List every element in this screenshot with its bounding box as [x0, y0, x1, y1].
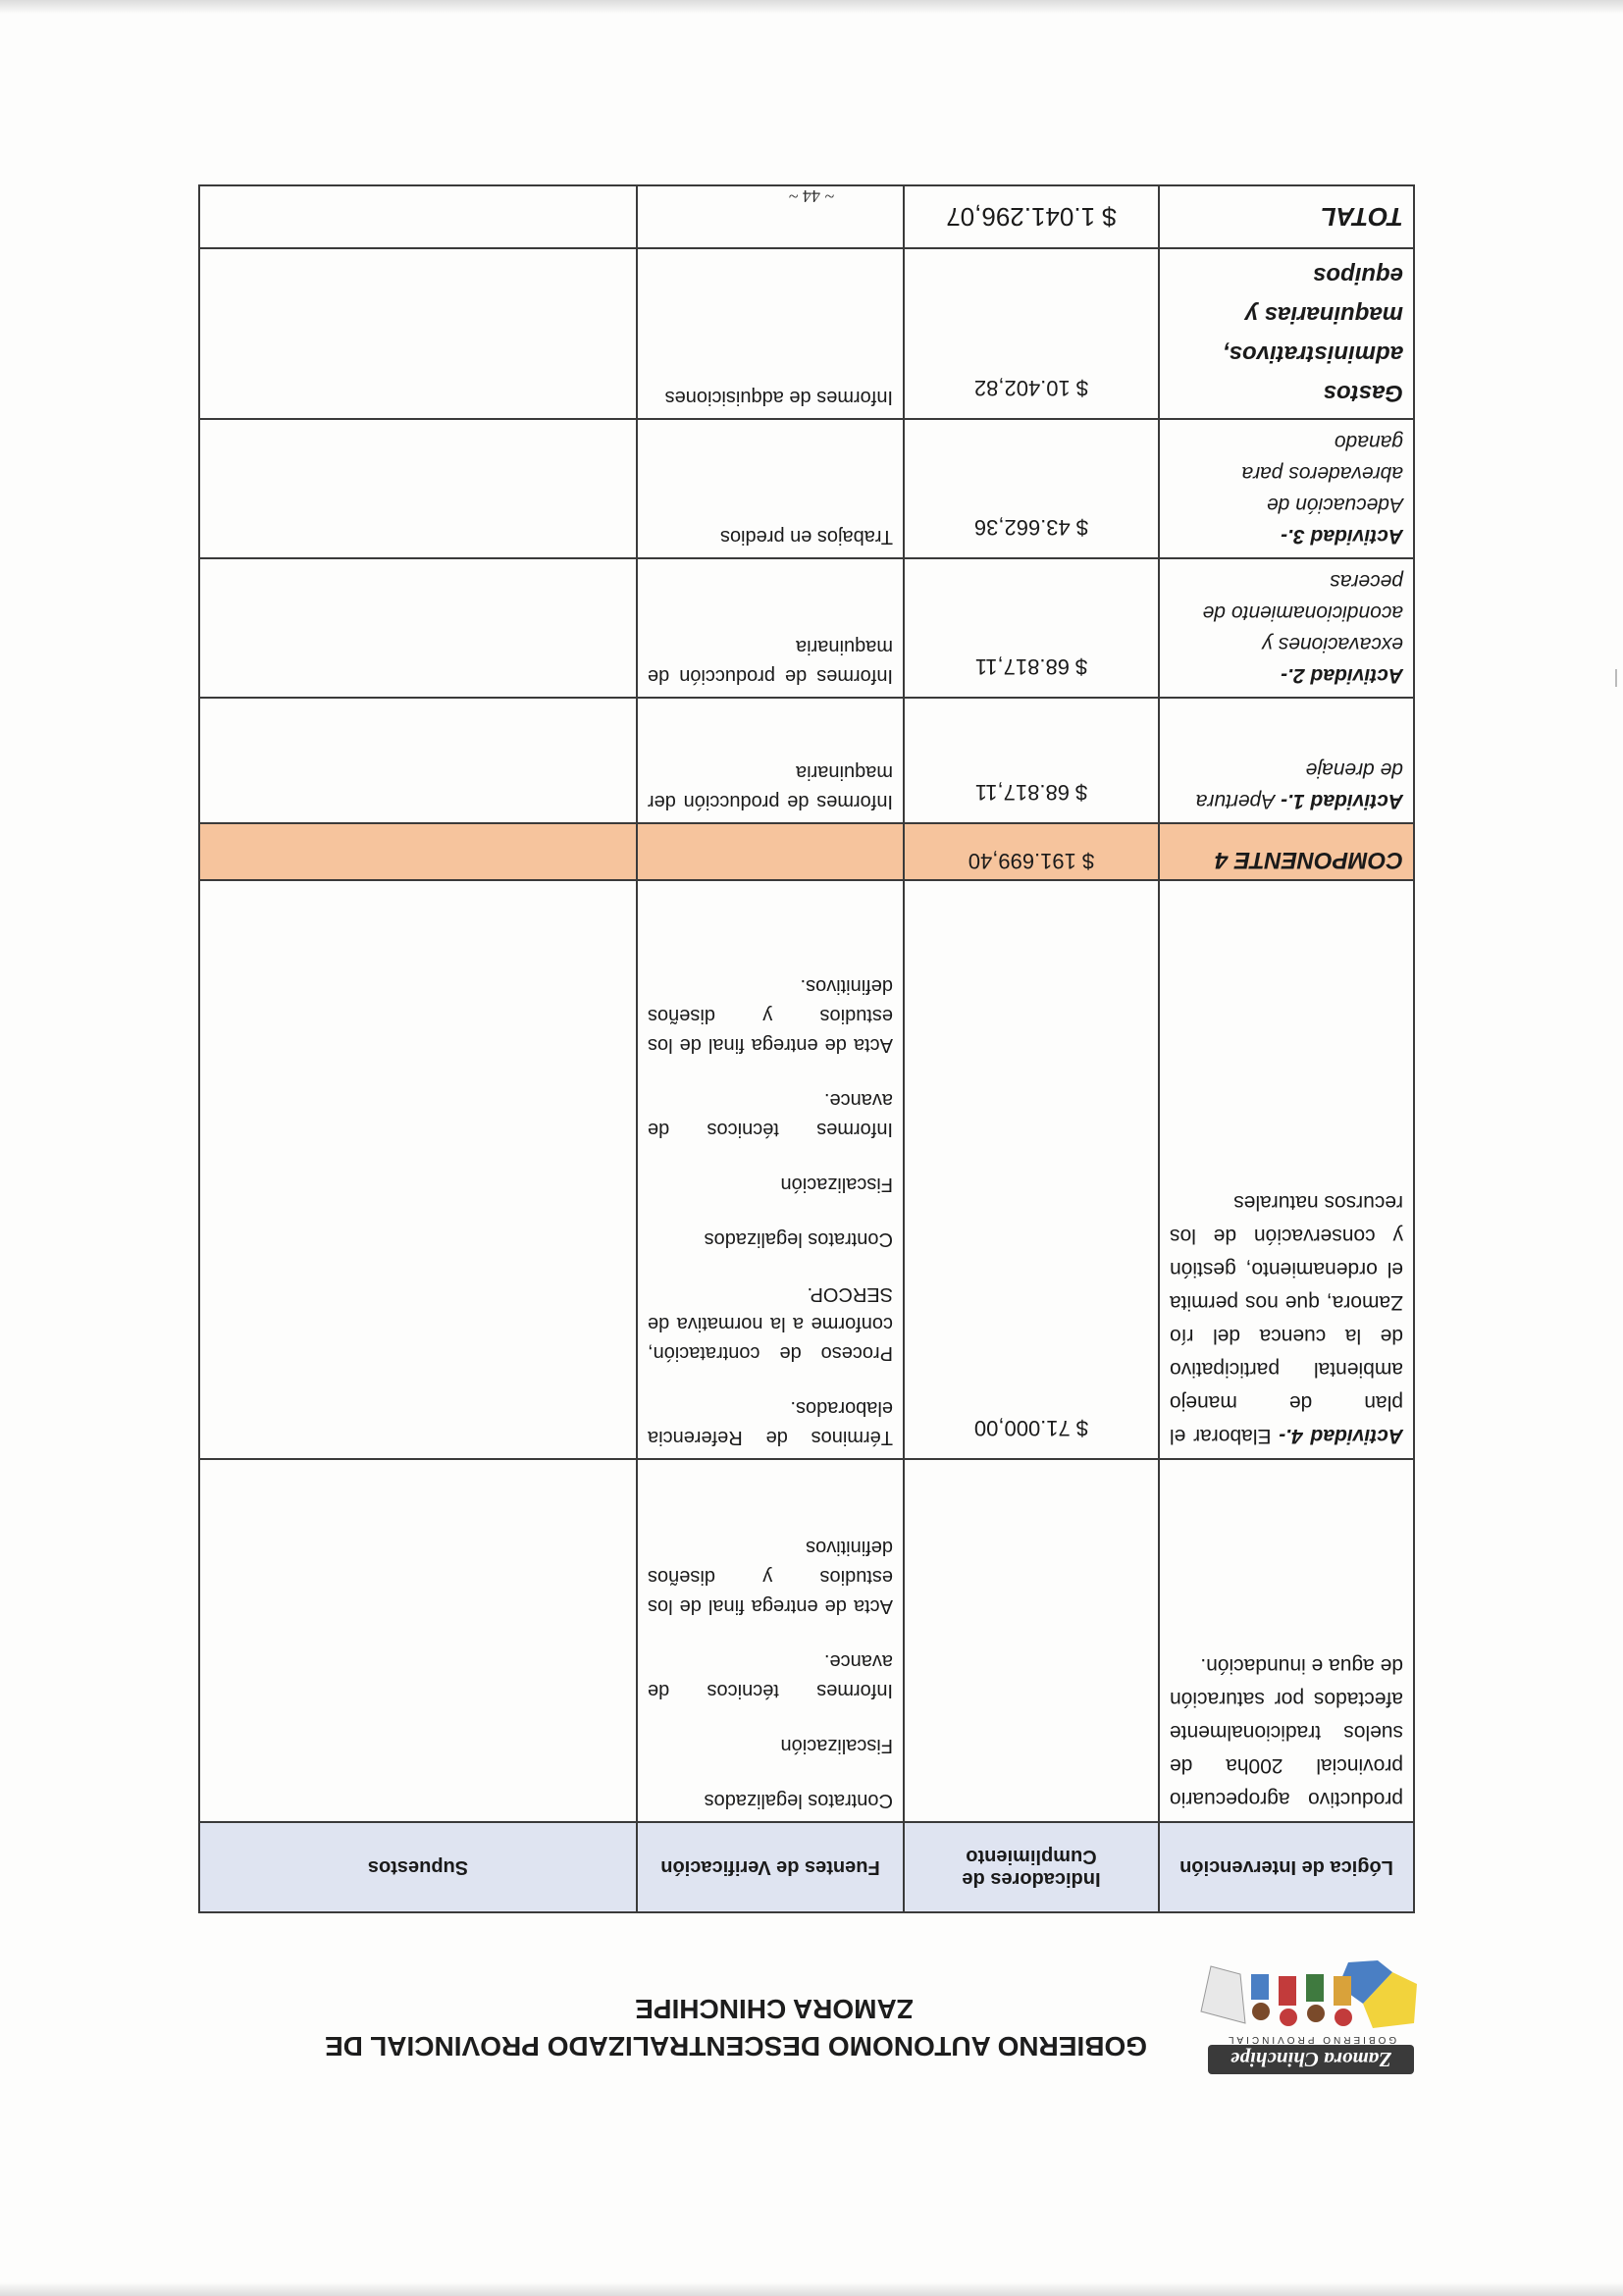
sources-cell — [637, 419, 904, 558]
assumptions-cell — [199, 419, 637, 558]
component-label: COMPONENTE 4 — [1159, 823, 1414, 880]
component-value: $ 191.699,40 — [904, 823, 1159, 880]
source-item: Contratos legalizados — [704, 1790, 893, 1811]
source-item: Fiscalización — [780, 1174, 893, 1195]
activity-label: Actividad 1.- — [1281, 790, 1403, 812]
component-empty-cell — [199, 823, 637, 880]
total-value: $ 1.041.296,07 — [904, 185, 1159, 248]
indicator-cell: $ 68.817,11 — [904, 558, 1159, 698]
scan-edge — [0, 0, 1623, 14]
component-empty-cell — [637, 823, 904, 880]
sources-cell — [637, 248, 904, 419]
sources-cell — [637, 880, 904, 1459]
source-item: Fiscalización — [780, 1735, 893, 1756]
indicator-cell: $ 68.817,11 — [904, 698, 1159, 823]
total-label: TOTAL — [1159, 185, 1414, 248]
logic-text: productivo agropecuario provincial 200ha de suelos tradicionalmente afectados por saturación de agua e inundación. — [1170, 1654, 1403, 1810]
indicator-cell: $ 71.000,00 — [904, 880, 1159, 1459]
activity-cell — [1159, 558, 1414, 698]
assumptions-cell — [199, 880, 637, 1459]
page-number: ~ 44 ~ — [788, 186, 835, 206]
source-item: Informes técnicos de avance. — [648, 1650, 893, 1701]
document-header — [195, 1955, 1432, 2082]
logo-subtitle: GOBIERNO PROVINCIAL — [1225, 2034, 1397, 2045]
table-row — [199, 880, 1414, 1459]
indicator-cell: $ 43.662,36 — [904, 419, 1159, 558]
table-row — [199, 698, 1414, 823]
binding-mark — [1609, 669, 1617, 687]
activity-label: Actividad 2.- — [1281, 664, 1403, 687]
indicator-cell: $ 10.402,82 — [904, 248, 1159, 419]
assumptions-cell — [199, 558, 637, 698]
source-item: Acta de entrega final de los estudios y diseños definitivos — [648, 1537, 893, 1617]
sources-cell — [637, 1459, 904, 1822]
source-item: Informes de producción de maquinaria — [648, 636, 893, 687]
assumptions-cell — [199, 248, 637, 419]
header-indicators: Indicadores de Cumplimiento — [904, 1822, 1159, 1912]
source-item: Términos de Referencia elaborados. — [648, 1397, 893, 1448]
source-item: Informes técnicos de avance. — [648, 1089, 893, 1140]
source-item: Proceso de contratación, conforme a la normativa de SERCOP. — [648, 1283, 893, 1364]
title-line-2: ZAMORA CHINCHIPE — [635, 1994, 914, 2024]
component-row — [199, 823, 1414, 880]
activity-cell — [1159, 698, 1414, 823]
gad-logo — [1191, 1959, 1432, 2082]
activity-label: Actividad 4.- — [1279, 1425, 1403, 1447]
expenses-cell: Gastos administrativos, maquinarias y equipos — [1159, 248, 1414, 419]
table-row — [199, 1459, 1414, 1822]
table-row — [199, 419, 1414, 558]
table-row — [199, 558, 1414, 698]
source-item: Acta de entrega final de los estudios y diseños definitivos. — [648, 975, 893, 1056]
header-logic: Lógica de Intervención — [1159, 1822, 1414, 1912]
logo-name: Zamora Chinchipe — [1208, 2045, 1414, 2074]
activity-text: excavaciones y acondicionamiento de peceras — [1202, 570, 1403, 655]
activity-label: Actividad 3.- — [1281, 525, 1403, 548]
institution-title — [323, 1990, 1147, 2064]
logic-cell — [1159, 1459, 1414, 1822]
scan-edge — [0, 2282, 1623, 2296]
header-assumptions: Supuestos — [199, 1822, 637, 1912]
assumptions-cell — [199, 698, 637, 823]
header-sources: Fuentes de Verificación — [637, 1822, 904, 1912]
logical-framework-table — [198, 184, 1415, 1913]
title-line-1: GOBIERNO AUTONOMO DESCENTRALIZADO PROVINCIAL DE — [325, 2031, 1147, 2061]
logic-cell — [1159, 880, 1414, 1459]
activity-text: Adecuación de abrevaderos para ganado — [1241, 431, 1403, 516]
source-item: Trabajos en predios — [719, 526, 893, 548]
assumptions-cell — [199, 1459, 637, 1822]
source-item: Informes de producción der maquinaria — [648, 761, 893, 812]
activity-cell — [1159, 419, 1414, 558]
source-item: Informes de adquisiciones — [664, 387, 893, 408]
sources-cell — [637, 558, 904, 698]
indicator-cell — [904, 1459, 1159, 1822]
logic-text: Elaborar el plan de manejo ambiental participativo de la cuenca del río Zamora, que nos permita el ordenamiento, gestión y conservación de los recursos naturales — [1170, 1191, 1403, 1447]
activity-text: Apertura de drenaje — [1195, 758, 1403, 812]
table-header-row — [199, 1822, 1414, 1912]
source-item: Contratos legalizados — [704, 1228, 893, 1250]
sources-cell — [637, 698, 904, 823]
table-row — [199, 248, 1414, 419]
